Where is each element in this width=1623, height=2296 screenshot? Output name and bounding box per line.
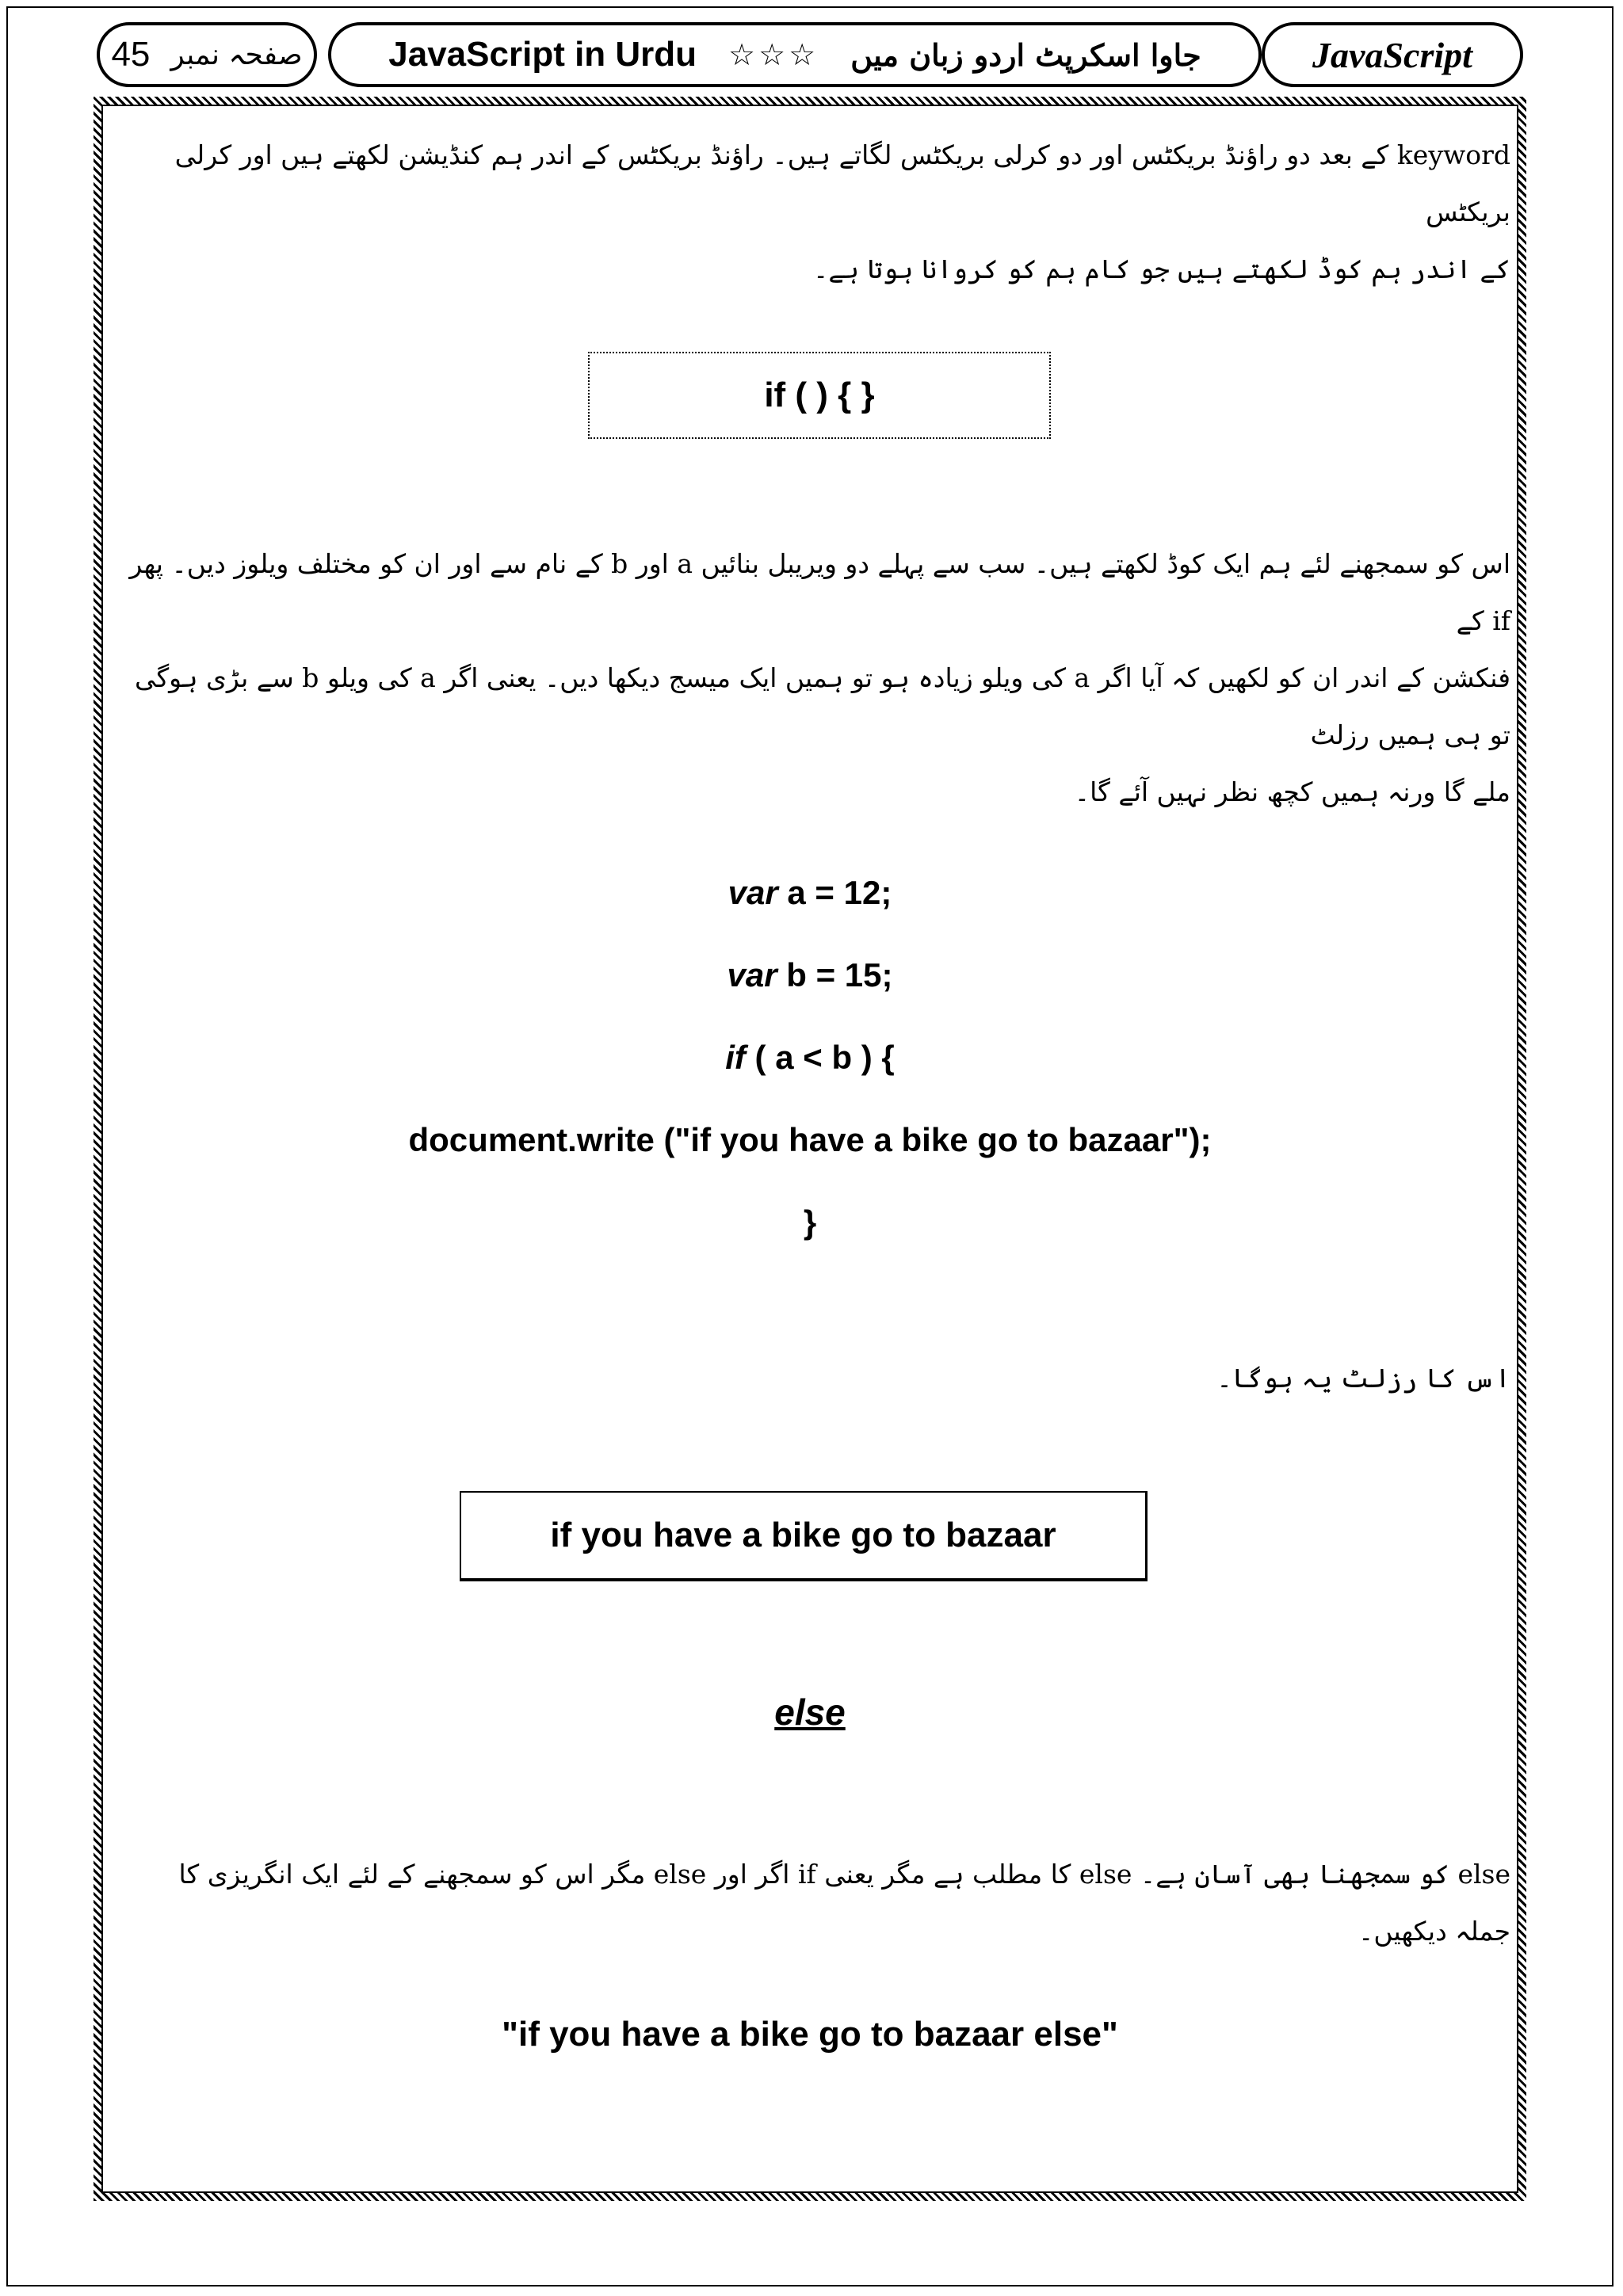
page-number-label: صفحہ نمبر <box>170 38 303 71</box>
result-intro: اس کا رزلٹ یہ ہوگا۔ <box>1216 1363 1510 1394</box>
code-text: a = 12; <box>777 874 892 911</box>
javascript-logo: JavaScript <box>1312 34 1472 75</box>
intro-paragraph <box>116 127 1510 298</box>
code-line-3 <box>101 1039 1518 1077</box>
else-heading: else <box>774 1691 846 1733</box>
javascript-logo-pill <box>1262 22 1523 87</box>
explanation-paragraph <box>116 536 1510 821</box>
page-number-pill <box>97 22 317 87</box>
page-number: 45 <box>111 35 151 74</box>
book-title-urdu: جاوا اسکرپٹ اردو زبان میں <box>850 36 1201 73</box>
intro-line-2: کے اندر ہم کوڈ لکھتے ہیں جو کام ہم کو کروانا ہوتا ہے۔ <box>813 254 1510 284</box>
code-line-1 <box>101 874 1518 912</box>
intro-line-1: keyword کے بعد دو راؤنڈ بریکٹس اور دو کرلی بریکٹس لگاتے ہیں۔ راؤنڈ بریکٹس کے اندر ہم کنڈیشن لکھتے ہیں اور کرلی بریکٹس <box>174 139 1510 227</box>
book-title-english: JavaScript in Urdu <box>388 35 697 74</box>
book-title-pill <box>328 22 1262 87</box>
code-line-5: } <box>803 1203 817 1241</box>
explanation-line-2: فنکشن کے اندر ان کو لکھیں کہ آیا اگر a کی ویلو زیادہ ہو تو ہمیں ایک میسج دیکھا دیں۔ یعنی اگر a کی ویلو b سے بڑی ہوگی تو ہی ہمیں رزلٹ <box>134 662 1510 750</box>
code-line-4: document.write ("if you have a bike go to bazaar"); <box>408 1121 1212 1158</box>
if-syntax-box: if ( ) { } <box>588 352 1051 439</box>
result-output-box: if you have a bike go to bazaar <box>460 1491 1148 1581</box>
code-keyword: if <box>725 1039 746 1076</box>
else-paragraph: else کو سمجھنا بھی آسان ہے۔ else کا مطلب ہے مگر یعنی if اگر اور else مگر اس کو سمجھنے کے لئے ایک انگریزی کا جملہ دیکھیں۔ <box>178 1859 1510 1947</box>
star-icons: ☆☆☆ <box>728 38 819 72</box>
code-line-2 <box>101 956 1518 994</box>
explanation-line-3: ملے گا ورنہ ہمیں کچھ نظر نہیں آئے گا۔ <box>1074 776 1510 807</box>
example-sentence: "if you have a bike go to bazaar else" <box>502 2015 1118 2054</box>
code-keyword: var <box>727 874 778 911</box>
explanation-line-1: اس کو سمجھنے لئے ہم ایک کوڈ لکھتے ہیں۔ سب سے پہلے دو ویریبل بنائیں a اور b کے نام سے اور ان کو مختلف ویلوز دیں۔ پھر if کے <box>129 548 1510 636</box>
code-text: ( a < b ) { <box>745 1039 895 1076</box>
code-text: b = 15; <box>777 956 893 994</box>
code-keyword: var <box>727 956 777 994</box>
